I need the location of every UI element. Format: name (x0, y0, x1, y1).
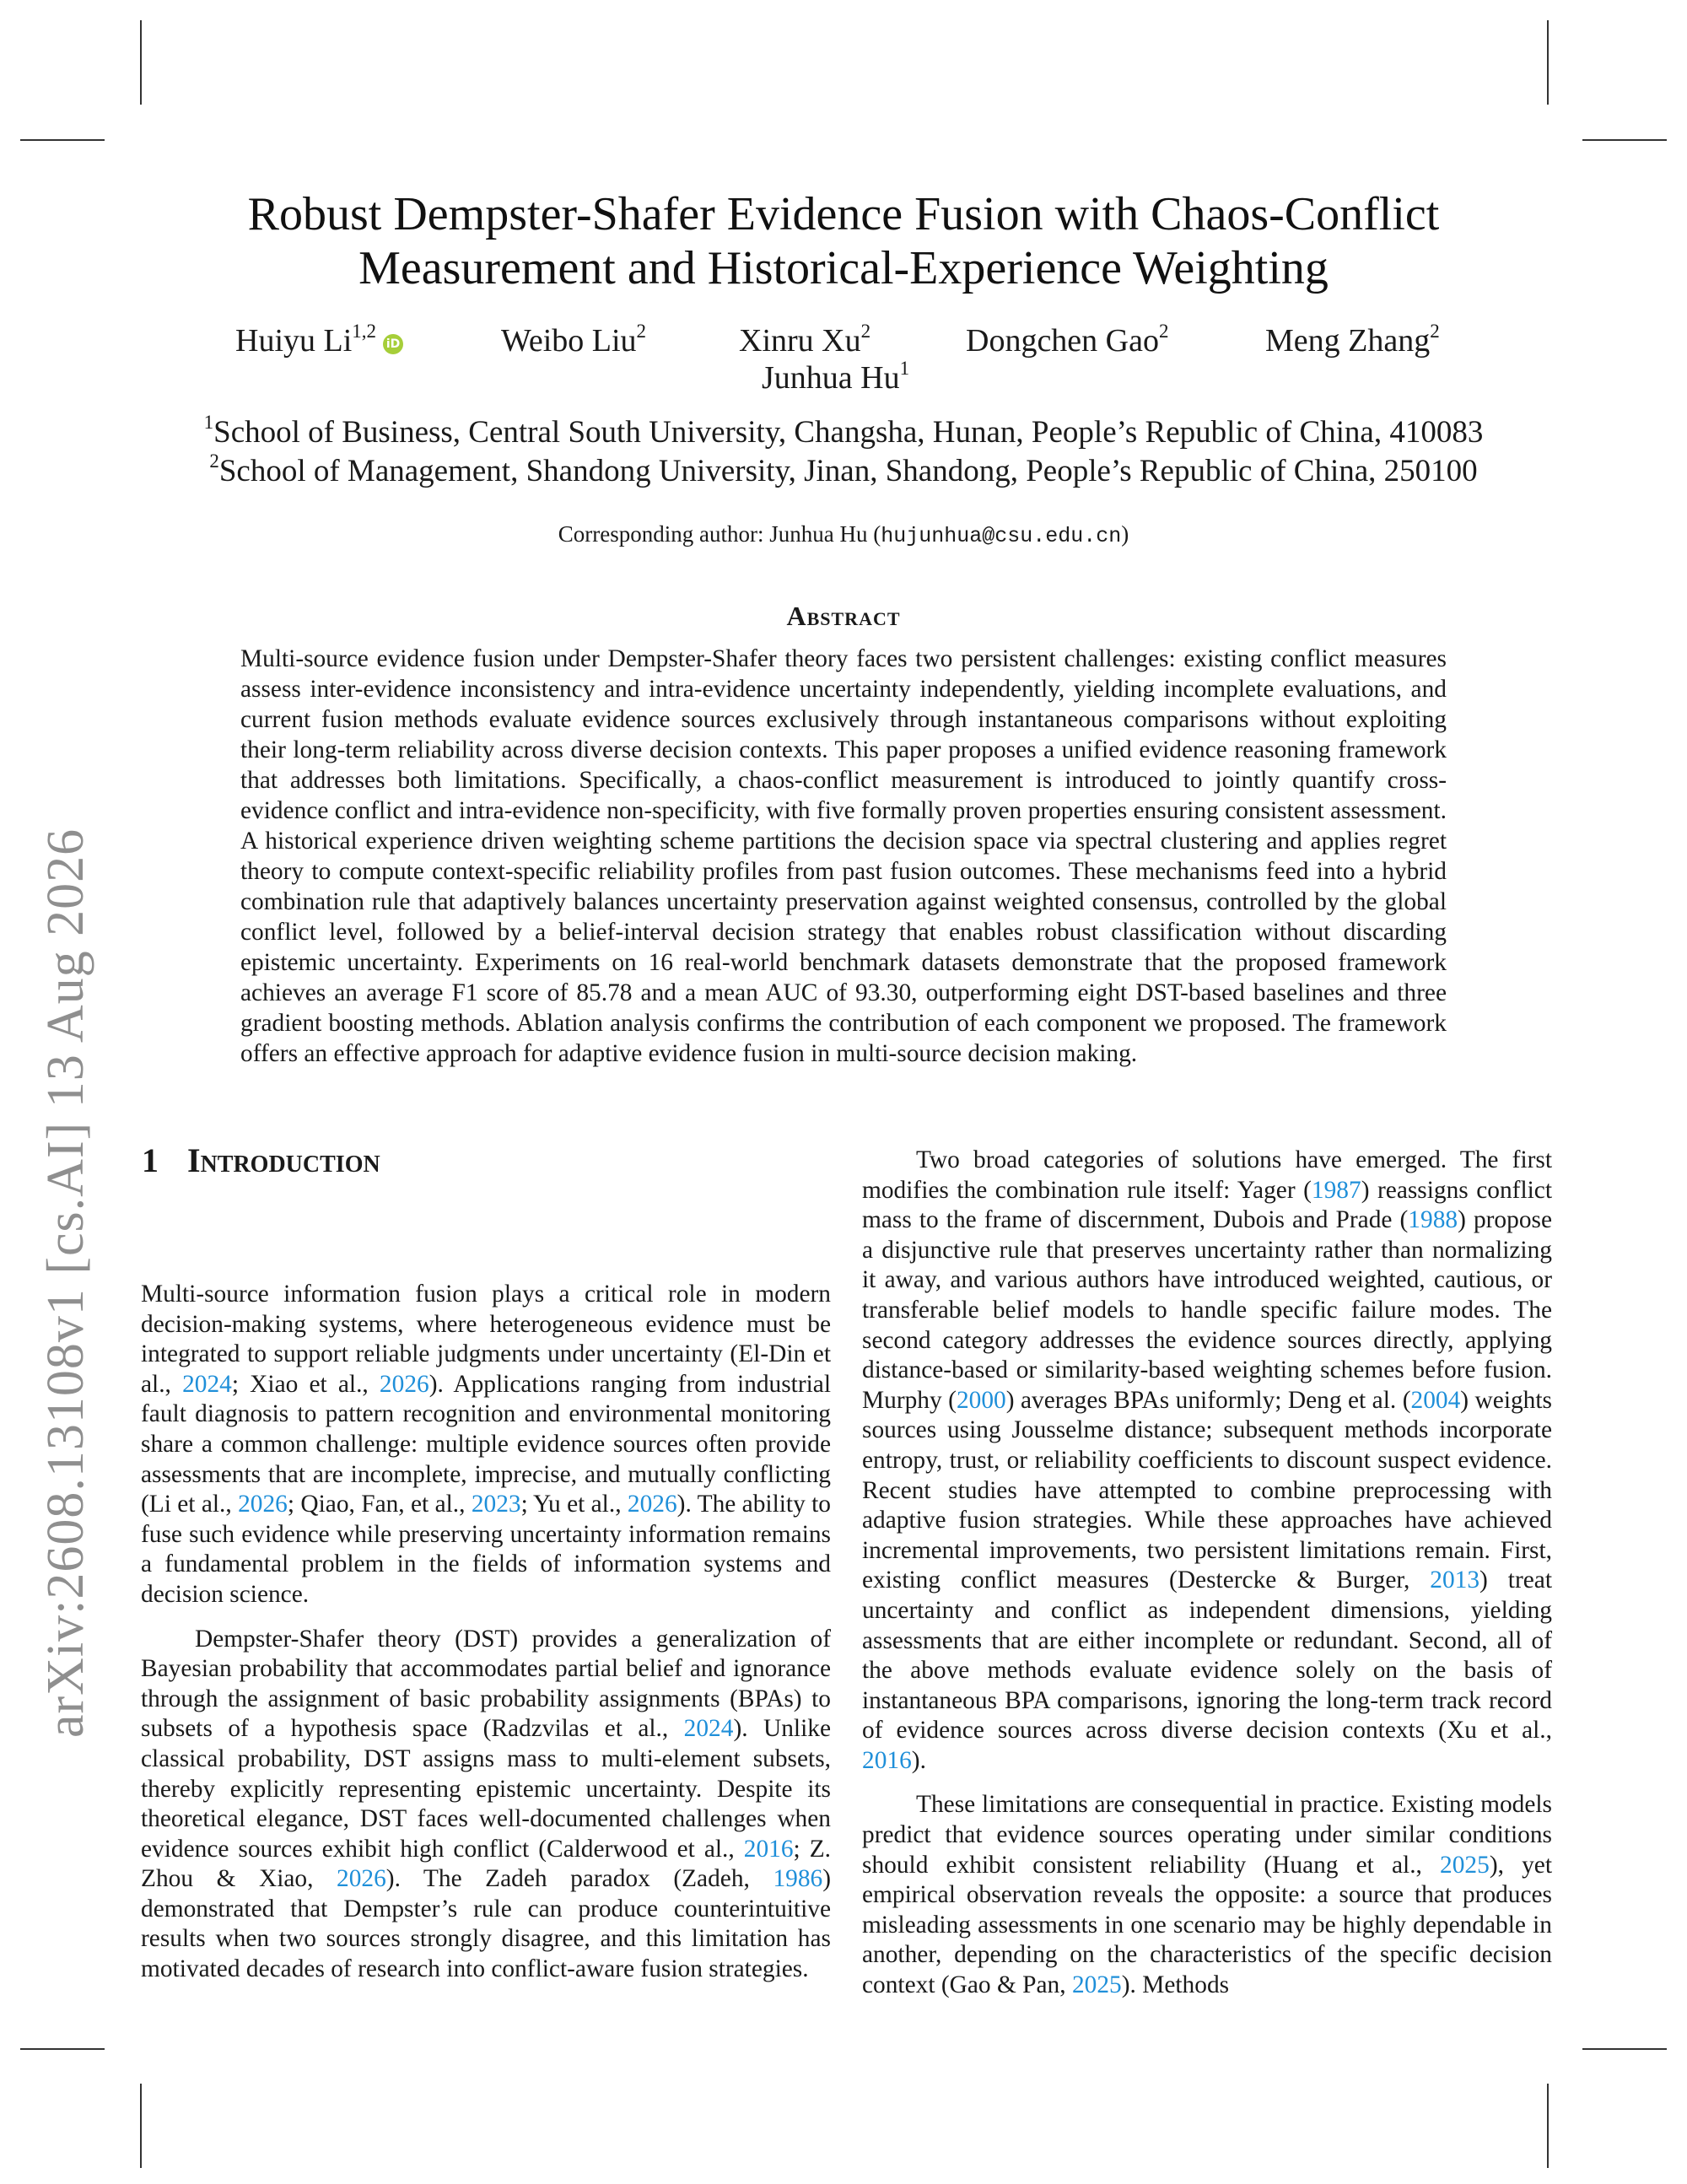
crop-mark-bottom-right (1547, 2084, 1549, 2168)
citation-link[interactable]: 2016 (743, 1835, 794, 1863)
paper-title (0, 187, 1687, 295)
citation-link[interactable]: 2023 (471, 1491, 521, 1518)
crop-mark-top-right (1547, 20, 1549, 105)
paragraph: These limitations are consequential in practice. Existing models predict that evidence sources operating under similar conditions should exhibit consistent reliability (Huang et al., 2025), yet empirical observation reveals the opposite: a source that produces misleading assessments in one scenario may be highly dependable in another, depending on the characteristics of the specific decision context (Gao & Pan, 2025). Methods (862, 1791, 1552, 1999)
author: Junhua Hu$^1$ (762, 358, 910, 396)
author: Weibo Liu$^2$ (501, 321, 647, 359)
crop-mark-left-lower (20, 2048, 105, 2050)
corresponding-author: Corresponding author: Junhua Hu (hujunhua@csu.edu.cn) (558, 521, 1129, 548)
citation-link[interactable]: 2025 (1071, 1971, 1122, 1999)
author: Dongchen Gao$^2$ (966, 321, 1169, 359)
citation-link[interactable]: 2013 (1430, 1567, 1480, 1594)
citation-link[interactable]: 1987 (1311, 1176, 1361, 1204)
citation-link[interactable]: 2025 (1440, 1851, 1490, 1879)
right-column (862, 1146, 1552, 2015)
paragraph: Two broad categories of solutions have emerged. The first modifies the combination rule itself: Yager (1987) reassigns conflict mass to the frame of discernment, Dubois and Prade (1988) propose a disjunctive rule that preserves uncertainty rather than normalizing it away, and various authors have introduced weighted, cautious, or transferable belief models to handle specific failure modes. The second category addresses the evidence sources directly, applying distance-based or similarity-based weighting schemes before fusion. Murphy (2000) averages BPAs uniformly; Deng et al. (2004) weights sources using Jousselme distance; subsequent methods incorporate entropy, trust, or reliability coefficients to discount suspect evidence. Recent studies have attempted to combine preprocessing with adaptive fusion strategies. While these approaches have achieved incremental improvements, two persistent limitations remain. First, existing conflict measures (Destercke & Burger, 2013) treat uncertainty and conflict as independent dimensions, yielding assessments that are either incomplete or redundant. Second, all of the above methods evaluate evidence solely on the basis of instantaneous BPA comparisons, ignoring the long-term track record of evidence sources across diverse decision contexts (Xu et al., 2016). (862, 1146, 1552, 1774)
crop-mark-right-upper (1582, 139, 1667, 141)
author: Meng Zhang$^2$ (1265, 321, 1440, 359)
citation-link[interactable]: 2026 (337, 1865, 386, 1893)
crop-mark-left-upper (20, 139, 105, 141)
crop-mark-top-left (140, 20, 142, 105)
affiliation: $^2$School of Management, Shandong University, Jinan, Shandong, People’s Republic of China, 250100 (209, 450, 1478, 488)
author: Huiyu Li$^{1,2}$iD (235, 322, 403, 359)
author: Xinru Xu$^2$ (739, 321, 871, 359)
crop-mark-right-lower (1582, 2048, 1667, 2050)
citation-link[interactable]: 2000 (956, 1386, 1006, 1414)
paragraph: Dempster-Shafer theory (DST) provides a generalization of Bayesian probability that accommodates partial belief and ignorance through the assignment of basic probability assignments (BPAs) to subsets of a hypothesis space (Radzvilas et al., 2024). Unlike classical probability, DST assigns mass to multi-element subsets, thereby explicitly representing epistemic uncertainty. Despite its theoretical elegance, DST faces well-documented challenges when evidence sources exhibit high conflict (Calderwood et al., 2016; Z. Zhou & Xiao, 2026). The Zadeh paradox (Zadeh, 1986) demonstrated that Dempster’s rule can produce counterintuitive results when two sources strongly disagree, and this limitation has motivated decades of research into conflict-aware fusion strategies. (141, 1625, 832, 1983)
paragraph: Multi-source information fusion plays a critical role in modern decision-making systems, where heterogeneous evidence must be integrated to support reliable judgments under uncertainty (El-Din et al., 2024; Xiao et al., 2026). Applications ranging from industrial fault diagnosis to pattern recognition and environmental monitoring share a common challenge: multiple evidence sources often provide assessments that are incomplete, imprecise, and mutually conflicting (Li et al., 2026; Qiao, Fan, et al., 2023; Yu et al., 2026). The ability to fuse such evidence while preserving uncertainty information remains a fundamental problem in the fields of information systems and decision science. (141, 1281, 831, 1608)
citation-link[interactable]: 2026 (379, 1370, 429, 1398)
title-line-2: Measurement and Historical-Experience Weighting (358, 242, 1329, 294)
section-heading (142, 1141, 380, 1180)
crop-mark-bottom-left (140, 2084, 142, 2168)
section-number: 1 (142, 1141, 159, 1179)
citation-link[interactable]: 2026 (627, 1491, 677, 1518)
arxiv-identifier-stamp: arXiv:2608.13108v1 [cs.AI] 13 Aug 2026 (37, 828, 94, 1738)
abstract-heading: Abstract (786, 601, 901, 631)
abstract-text: Multi-source evidence fusion under Dempster-Shafer theory faces two persistent challenges: existing conflict measures assess inter-evidence inconsistency and intra-evidence uncertainty independently, yielding incomplete evaluations, and current fusion methods evaluate evidence sources exclusively through instantaneous comparisons without exploiting their long-term reliability across diverse decision contexts. This paper proposes a unified evidence reasoning framework that addresses both limitations. Specifically, a chaos-conflict measurement is introduced to jointly quantify cross-evidence conflict and intra-evidence non-specificity, with five formally proven properties ensuring consistent assessment. A historical experience driven weighting scheme partitions the decision space via spectral clustering and applies regret theory to compute context-specific reliability profiles from past fusion outcomes. These mechanisms feed into a hybrid combination rule that adaptively balances uncertainty preservation against weighted consensus, controlled by the global conflict level, followed by a belief-interval decision strategy that enables robust classification without discarding epistemic uncertainty. Experiments on 16 real-world benchmark datasets demonstrate that the proposed framework achieves an average F1 score of 85.78 and a mean AUC of 93.30, outperforming eight DST-based baselines and three gradient boosting methods. Ablation analysis confirms the contribution of each component we proposed. The framework offers an effective approach for adaptive evidence fusion in multi-source decision making. (240, 645, 1447, 1067)
citation-link[interactable]: 2024 (182, 1370, 232, 1398)
citation-link[interactable]: 2024 (683, 1715, 734, 1743)
left-column (141, 1280, 831, 1999)
orcid-icon[interactable]: iD (383, 334, 403, 354)
citation-link[interactable]: 2016 (862, 1746, 912, 1774)
citation-link[interactable]: 2004 (1410, 1386, 1461, 1414)
title-line-1: Robust Dempster-Shafer Evidence Fusion with Chaos-Conflict (247, 188, 1440, 240)
affiliation: $^1$School of Business, Central South University, Changsha, Hunan, People’s Republic of China, 410083 (203, 412, 1484, 450)
citation-link[interactable]: 1988 (1408, 1206, 1458, 1234)
corresponding-email-link[interactable]: hujunhua@csu.edu.cn (881, 524, 1122, 548)
citation-link[interactable]: 1986 (773, 1865, 823, 1893)
citation-link[interactable]: 2026 (238, 1491, 288, 1518)
section-title: Introduction (187, 1141, 380, 1179)
